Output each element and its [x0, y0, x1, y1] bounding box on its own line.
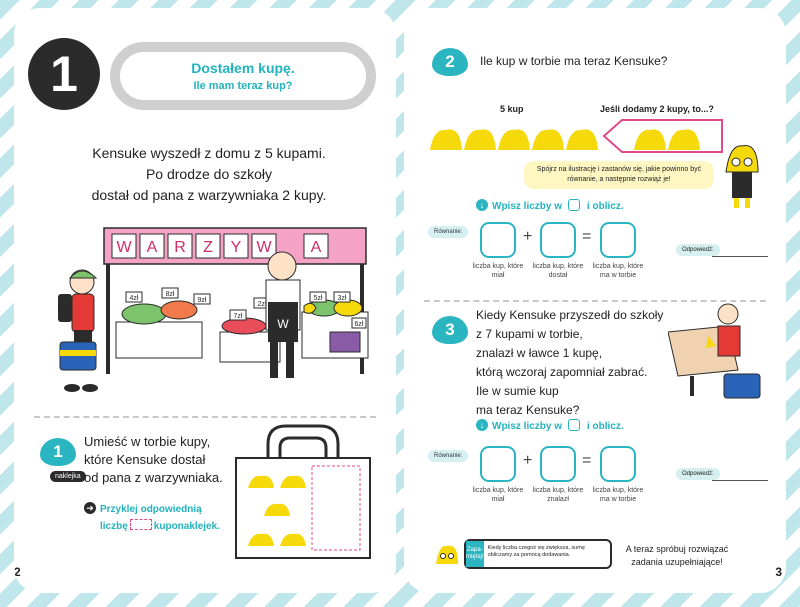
task-instruction — [84, 500, 220, 534]
question-number: 3 — [432, 316, 468, 344]
mascot-character — [722, 142, 762, 212]
equals-sign: = — [582, 228, 592, 245]
svg-text:W: W — [277, 317, 289, 331]
question-number: 2 — [432, 48, 468, 76]
question-line: ma teraz Kensuke? — [476, 403, 580, 417]
sign-letter: W — [256, 239, 272, 256]
question-text: Ile kup w torbie ma teraz Kensuke? — [480, 54, 668, 68]
sign-letter: A — [310, 239, 322, 256]
story-line: Kensuke wyszedł z domu z 5 kupami. — [92, 145, 326, 161]
blob-row — [428, 116, 728, 156]
section-divider — [34, 416, 376, 418]
sign-letter: Z — [203, 239, 213, 256]
sticker-placeholder — [130, 519, 152, 530]
shop-illustration — [34, 222, 374, 402]
remember-label: Zapa-miętaj! — [466, 541, 484, 567]
instruction-line: Przyklej odpowiednią — [100, 504, 202, 515]
price-tag: 8zł — [165, 291, 175, 298]
instruction-word: kuponaklejek. — [153, 521, 220, 532]
instruction-text: Wpisz liczby w — [492, 421, 563, 432]
arrow-icon: ↓ — [476, 419, 488, 431]
task-number: 1 — [40, 438, 76, 466]
box-icon — [568, 199, 580, 211]
arrow-icon: ↓ — [476, 199, 488, 211]
instruction-text: Wpisz liczby w — [492, 201, 563, 212]
caption: liczba kup, które ma w torbie — [592, 263, 644, 279]
sign-letter: R — [174, 239, 186, 256]
price-tag: 9zł — [197, 297, 207, 304]
price-tag: 4zł — [129, 295, 139, 302]
final-note: A teraz spróbuj rozwiązać zadania uzupełniające! — [625, 544, 729, 567]
equation-input-2[interactable] — [540, 222, 576, 258]
mascot-small-icon — [434, 540, 460, 566]
bag-illustration — [228, 422, 378, 562]
equation-input-3[interactable] — [600, 446, 636, 482]
equation-row — [428, 222, 768, 302]
question-line: Ile w sumie kup — [476, 384, 559, 398]
caption: liczba kup, które znalazł — [532, 487, 584, 503]
hint-bubble: Spójrz na ilustrację i zastanów się, jakie powinno być równanie, a następnie rozwiąż je! — [524, 161, 714, 189]
task-line: Umieść w torbie kupy, — [84, 434, 211, 449]
task-text — [84, 433, 223, 487]
desk-illustration — [668, 302, 768, 402]
equals-sign: = — [582, 452, 592, 469]
sign-letter: W — [116, 239, 132, 256]
sticker-badge: naklejka — [50, 471, 86, 482]
arrow-icon: ➜ — [84, 502, 96, 514]
remember-box — [464, 539, 612, 569]
instruction-word: liczbę — [100, 521, 128, 532]
question-badge — [432, 316, 468, 344]
equation-input-2[interactable] — [540, 446, 576, 482]
page-subtitle: Ile mam teraz kup? — [193, 80, 293, 92]
page-number: 3 — [775, 565, 782, 579]
caption: liczba kup, które miał — [472, 487, 524, 503]
price-tag: 5zł — [313, 295, 323, 302]
price-tag: 3zł — [337, 295, 347, 302]
instruction-text: i oblicz. — [586, 421, 624, 432]
task-line: od pana z warzywniaka. — [84, 470, 223, 485]
question-line: z 7 kupami w torbie, — [476, 327, 583, 341]
lesson-number: 1 — [28, 38, 100, 110]
plus-sign: + — [523, 228, 533, 245]
right-page — [404, 8, 786, 593]
q3-instruction — [476, 416, 624, 434]
question-line: znalazł w ławce 1 kupę, — [476, 346, 603, 360]
question-badge — [432, 48, 468, 76]
price-tag: 2zł — [257, 301, 267, 308]
sign-letter: A — [146, 239, 158, 256]
remember-text: Kiedy liczba czegoś się zwiększa, sumę obliczamy za pomocą dodawania. — [487, 545, 585, 558]
plus-sign: + — [523, 452, 533, 469]
label-add: Jeśli dodamy 2 kupy, to...? — [600, 104, 714, 114]
equation-label: Równanie: — [428, 450, 468, 462]
question-text — [476, 306, 663, 420]
story-line: dostał od pana z warzywniaka 2 kupy. — [91, 187, 327, 203]
caption: liczba kup, które miał — [472, 263, 524, 279]
page-number: 2 — [14, 565, 21, 579]
equation-input-1[interactable] — [480, 222, 516, 258]
task-badge — [40, 438, 76, 466]
label-five: 5 kup — [500, 104, 524, 114]
left-page — [14, 8, 396, 593]
caption: liczba kup, które ma w torbie — [592, 487, 644, 503]
page-title: Dostałem kupę. — [191, 60, 295, 76]
title-pill — [110, 42, 376, 110]
equation-input-1[interactable] — [480, 446, 516, 482]
box-icon — [568, 419, 580, 431]
task-line: które Kensuke dostał — [84, 452, 206, 467]
question-line: którą wczoraj zapomniał zabrać. — [476, 365, 648, 379]
sign-letter: Y — [230, 239, 242, 256]
story-text — [54, 143, 364, 206]
price-tag: 7zł — [233, 313, 243, 320]
caption: liczba kup, które dostał — [532, 263, 584, 279]
equation-row — [428, 446, 768, 526]
answer-label: Odpowiedź: — [676, 468, 720, 480]
q2-instruction — [476, 196, 624, 214]
question-line: Kiedy Kensuke przyszedł do szkoły — [476, 308, 664, 322]
answer-line[interactable] — [712, 480, 768, 481]
equation-label: Równanie: — [428, 226, 468, 238]
answer-line[interactable] — [712, 256, 768, 257]
story-line: Po drodze do szkoły — [145, 166, 273, 182]
equation-input-3[interactable] — [600, 222, 636, 258]
answer-label: Odpowiedź: — [676, 244, 720, 256]
instruction-text: i oblicz. — [586, 201, 624, 212]
price-tag: 6zł — [354, 321, 364, 328]
